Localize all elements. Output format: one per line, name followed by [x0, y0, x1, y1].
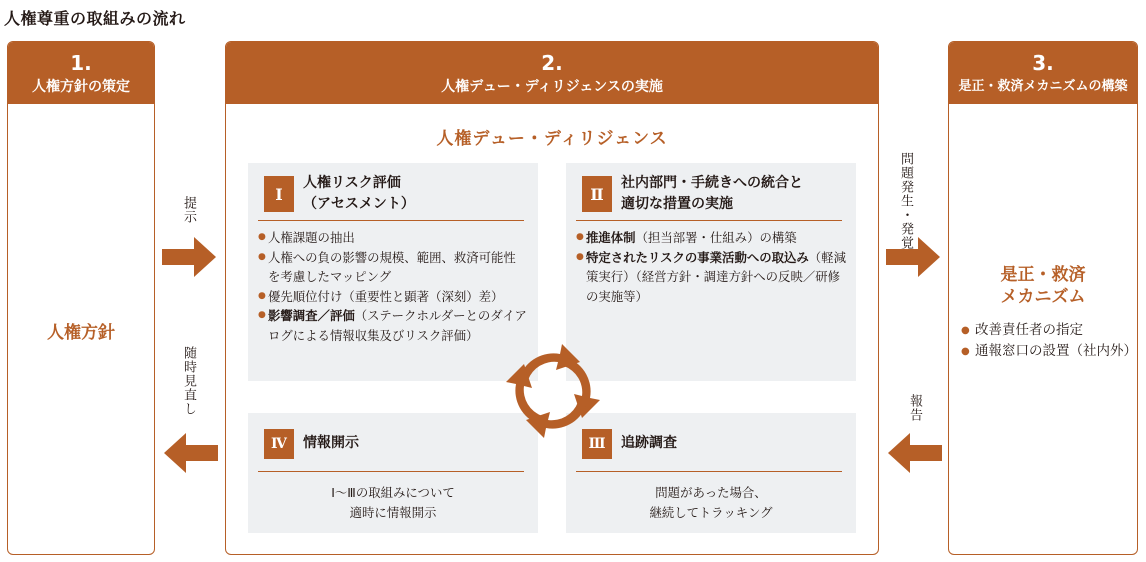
remedy-list	[961, 320, 1137, 362]
issue-label: 問題発生・発覚	[898, 152, 913, 250]
disclosure-title: 情報開示	[303, 435, 359, 451]
divider	[258, 220, 524, 221]
step3-number: 3.	[1032, 50, 1054, 75]
list-item: ● 影響調査／評価（ステークホルダーとのダイアログによる情報収集及びリスク評価）	[258, 306, 528, 345]
list-item: ● 推進体制（担当部署・仕組み）の構築	[576, 228, 846, 248]
follow-up-text	[566, 483, 856, 523]
divider	[576, 220, 842, 221]
step2-title: 人権デュー・ディリジェンスの実施	[441, 78, 663, 95]
integration-list	[576, 228, 846, 306]
divider	[258, 471, 524, 472]
box4-text-line1: Ⅰ～Ⅲの取組みについて	[331, 485, 455, 500]
review-arrow-icon	[162, 433, 218, 473]
report-label: 報告	[907, 394, 922, 422]
issue-arrow-icon	[886, 237, 942, 277]
step2-number: 2.	[541, 50, 563, 75]
review-label: 随時見直し	[181, 346, 196, 416]
risk-assessment-title	[303, 173, 415, 215]
list-item: ● 優先順位付け（重要性と顕著（深刻）差）	[258, 287, 528, 307]
badge-2: Ⅱ	[582, 176, 612, 212]
badge-4: Ⅳ	[264, 429, 294, 459]
step1-panel	[7, 41, 155, 555]
page-title: 人権尊重の取組みの流れ	[4, 9, 186, 28]
step1-title: 人権方針の策定	[32, 78, 130, 95]
cycle-arrows-icon	[498, 336, 608, 446]
follow-up-title: 追跡調査	[621, 435, 677, 451]
present-arrow-icon	[162, 237, 218, 277]
step2-panel	[225, 41, 879, 555]
dd-title: 人権デュー・ディリジェンス	[436, 129, 668, 149]
box1-title-line2: （アセスメント）	[303, 196, 415, 212]
badge-3: Ⅲ	[582, 429, 612, 459]
divider	[576, 471, 842, 472]
list-item: ● 人権課題の抽出	[258, 228, 528, 248]
box2-title-line1: 社内部門・手続きへの統合と	[621, 175, 803, 191]
risk-assessment-list	[258, 228, 528, 345]
badge-1: Ⅰ	[264, 176, 294, 212]
step3-header	[949, 42, 1137, 104]
remedy-title-line1: 是正・救済	[1000, 265, 1086, 285]
risk-assessment-box	[248, 163, 538, 381]
disclosure-text	[248, 483, 538, 523]
follow-up-box	[566, 413, 856, 533]
box2-title-line2: 適切な措置の実施	[621, 196, 733, 212]
list-item: ● 人権への負の影響の規模、範囲、救済可能性を考慮したマッピング	[258, 248, 528, 287]
step1-number: 1.	[70, 50, 92, 75]
step3-panel	[948, 41, 1138, 555]
remedy-title-line2: メカニズム	[1000, 287, 1086, 307]
report-arrow-icon	[886, 433, 942, 473]
list-item: ● 改善責任者の指定	[961, 320, 1133, 341]
list-item: ● 特定されたリスクの事業活動への取込み（軽減策実行）（経営方針・調達方針への反映／研修の実施等）	[576, 248, 846, 307]
list-item: ● 通報窓口の設置（社内外）	[961, 341, 1133, 362]
step1-header	[8, 42, 154, 104]
integration-box	[566, 163, 856, 381]
present-label: 提示	[181, 196, 196, 224]
human-rights-policy-label: 人権方針	[47, 323, 115, 343]
box3-text-line2: 継続してトラッキング	[649, 505, 773, 520]
step3-title: 是正・救済メカニズムの構築	[958, 78, 1128, 94]
integration-title	[621, 173, 803, 215]
disclosure-box	[248, 413, 538, 533]
step2-header	[226, 42, 878, 104]
box4-text-line2: 適時に情報開示	[349, 505, 437, 520]
box1-title-line1: 人権リスク評価	[303, 175, 401, 191]
remedy-mechanism-title	[949, 264, 1137, 308]
box3-text-line1: 問題があった場合、	[655, 485, 767, 500]
